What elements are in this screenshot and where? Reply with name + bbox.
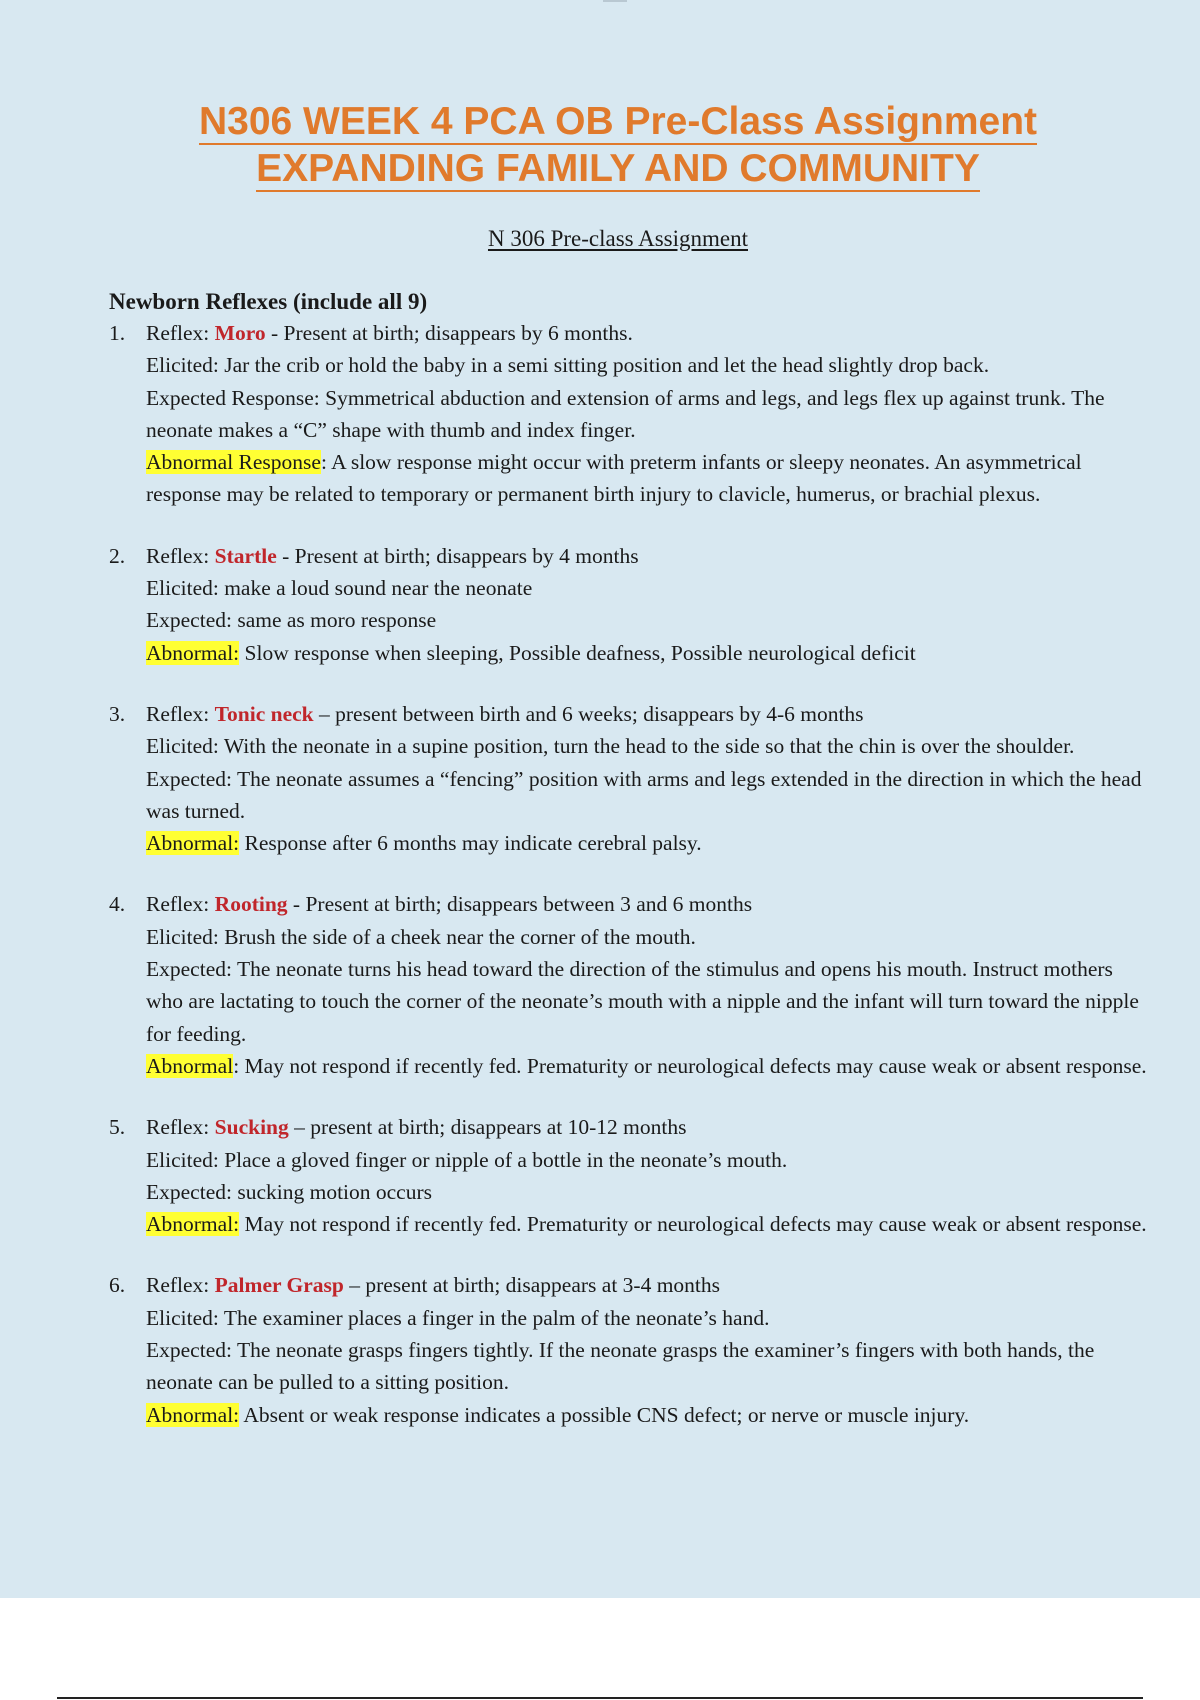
reflex-label: Reflex: <box>146 892 215 917</box>
abnormal-label: Abnormal: <box>146 1212 240 1237</box>
abnormal-text: : May not respond if recently fed. Prematurity or neurological defects may cause weak or absent response. <box>233 1053 1147 1078</box>
reflex-item-sucking <box>109 1111 1149 1240</box>
reflex-number: 2. <box>109 543 126 568</box>
section-heading: Newborn Reflexes (include all 9) <box>109 289 428 314</box>
abnormal-text: May not respond if recently fed. Prematurity or neurological defects may cause weak or absent response. <box>239 1212 1147 1237</box>
reflex-label: Reflex: <box>146 701 215 726</box>
reflex-summary-text: – present at birth; disappears at 3-4 months <box>343 1273 721 1298</box>
reflex-name: Moro <box>214 321 266 345</box>
reflex-label: Reflex: <box>146 1273 215 1298</box>
reflex-abnormal <box>146 637 1149 669</box>
reflex-summary <box>146 317 1149 349</box>
reflex-abnormal <box>146 827 1149 859</box>
footer-divider <box>57 1697 1143 1699</box>
reflex-elicited: Elicited: Brush the side of a cheek near the corner of the mouth. <box>146 924 696 949</box>
reflex-elicited: Elicited: Jar the crib or hold the baby in a semi sitting position and let the head slightly drop back. <box>146 353 990 378</box>
reflex-number: 5. <box>109 1115 126 1140</box>
reflex-label: Reflex: <box>146 321 215 345</box>
reflex-name: Sucking <box>214 1115 289 1140</box>
abnormal-text: Absent or weak response indicates a possible CNS defect; or nerve or muscle injury. <box>239 1402 970 1427</box>
reflex-name: Startle <box>214 543 277 568</box>
abnormal-label: Abnormal Response <box>146 450 321 475</box>
reflex-abnormal <box>146 1050 1149 1082</box>
reflex-item-rooting <box>109 888 1149 1082</box>
document-subtitle <box>0 225 1200 253</box>
reflex-summary <box>146 540 1149 572</box>
reflex-item-palmer-grasp <box>109 1269 1149 1430</box>
reflex-abnormal <box>146 1399 1149 1431</box>
reflex-expected: Expected: The neonate grasps fingers tightly. If the neonate grasps the examiner’s fingers with both hands, the neonate can be pulled to a sitting position. <box>146 1338 1095 1395</box>
reflex-number: 6. <box>109 1273 126 1298</box>
reflex-expected: Expected: same as moro response <box>146 608 437 633</box>
abnormal-label: Abnormal <box>146 1053 234 1078</box>
reflex-item-startle <box>109 540 1149 669</box>
abnormal-text: Response after 6 months may indicate cerebral palsy. <box>239 831 702 856</box>
reflex-expected: Expected: The neonate turns his head toward the direction of the stimulus and opens his mouth. Instruct mothers who are lactating to touch the corner of the neonate’s mouth with a nipple and the infant will turn toward the nipple for feeding. <box>146 957 1139 1046</box>
reflex-number: 4. <box>109 892 126 917</box>
document-title <box>0 98 1200 192</box>
reflex-summary-text: – present between birth and 6 weeks; disappears by 4-6 months <box>313 701 864 726</box>
reflex-name: Tonic neck <box>214 701 314 726</box>
reflex-summary <box>146 698 1149 730</box>
reflex-number: 1. <box>109 321 126 345</box>
reflex-item-tonic-neck <box>109 698 1149 859</box>
abnormal-label: Abnormal: <box>146 1402 240 1427</box>
reflex-name: Palmer Grasp <box>214 1273 344 1298</box>
reflex-name: Rooting <box>214 892 288 917</box>
reflex-item-moro <box>109 317 1149 511</box>
reflex-summary-text: - Present at birth; disappears by 4 months <box>276 543 639 568</box>
abnormal-text: : A slow response might occur with preterm infants or sleepy neonates. An asymmetrical response may be related to temporary or permanent birth injury to clavicle, humerus, or brachial plexus. <box>146 450 1082 507</box>
reflex-list <box>109 317 1149 1460</box>
reflex-abnormal <box>146 446 1149 511</box>
subtitle-text: N 306 Pre-class Assignment <box>487 226 748 251</box>
abnormal-label: Abnormal: <box>146 640 240 665</box>
reflex-elicited: Elicited: With the neonate in a supine position, turn the head to the side so that the chin is over the shoulder. <box>146 734 1075 759</box>
reflex-elicited: Elicited: Place a gloved finger or nipple of a bottle in the neonate’s mouth. <box>146 1147 788 1172</box>
reflex-summary-text: – present at birth; disappears at 10-12 months <box>288 1115 687 1140</box>
reflex-summary <box>146 1111 1149 1143</box>
title-line-1: N306 WEEK 4 PCA OB Pre-Class Assignment <box>198 100 1038 143</box>
reflex-summary <box>146 1269 1149 1301</box>
title-line-2: EXPANDING FAMILY AND COMMUNITY <box>256 147 980 190</box>
reflex-summary-text: - Present at birth; disappears between 3 and 6 months <box>287 892 753 917</box>
reflex-label: Reflex: <box>146 543 215 568</box>
reflex-abnormal <box>146 1208 1149 1240</box>
reflex-elicited: Elicited: make a loud sound near the neonate <box>146 576 533 601</box>
reflex-summary-text: - Present at birth; disappears by 6 months. <box>265 321 633 345</box>
reflex-expected: Expected: The neonate assumes a “fencing” position with arms and legs extended in the direction in which the head was turned. <box>146 766 1142 823</box>
abnormal-label: Abnormal: <box>146 831 240 856</box>
reflex-expected: Expected: sucking motion occurs <box>146 1179 432 1204</box>
reflex-elicited: Elicited: The examiner places a finger in the palm of the neonate’s hand. <box>146 1305 770 1330</box>
reflex-label: Reflex: <box>146 1115 215 1140</box>
abnormal-text: Slow response when sleeping, Possible deafness, Possible neurological deficit <box>239 640 916 665</box>
reflex-number: 3. <box>109 701 126 726</box>
page-top-mark <box>603 0 627 2</box>
reflex-summary <box>146 888 1149 920</box>
reflex-expected: Expected Response: Symmetrical abduction and extension of arms and legs, and legs flex up against trunk. The neonate makes a “C” shape with thumb and index finger. <box>146 385 1105 442</box>
